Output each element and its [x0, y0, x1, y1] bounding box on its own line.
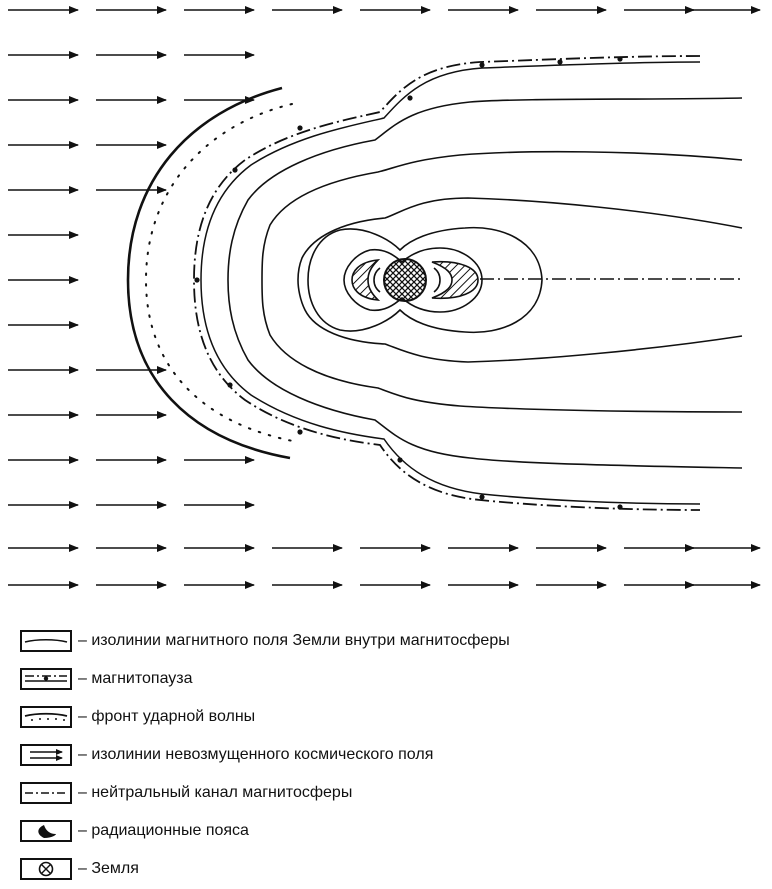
legend-row-earth — [20, 850, 760, 888]
magnetic-field-isolines — [228, 98, 742, 468]
bow-shock-front — [128, 88, 298, 458]
legend-text: – нейтральный канал магнитосферы — [78, 784, 353, 801]
legend-text: – изолинии магнитного поля Земли внутри магнитосферы — [78, 632, 510, 649]
legend-text: – изолинии невозмущенного космического поля — [78, 746, 434, 763]
magnetopause — [194, 56, 700, 510]
magnetopause-line-icon — [20, 668, 72, 690]
legend-text: – Земля — [78, 860, 139, 877]
legend — [20, 622, 760, 888]
legend-row-bow-shock — [20, 698, 760, 736]
earth — [384, 259, 426, 301]
legend-row-undisturbed-field — [20, 736, 760, 774]
legend-row-radiation-belts — [20, 812, 760, 850]
solid-line-icon — [20, 630, 72, 652]
legend-row-magnetopause — [20, 660, 760, 698]
legend-text: – фронт ударной волны — [78, 708, 256, 725]
legend-text: – магнитопауза — [78, 670, 193, 687]
earth-icon — [20, 858, 72, 880]
legend-row-neutral-channel — [20, 774, 760, 812]
arrow-lines-icon — [20, 744, 72, 766]
undisturbed-field-arrows — [8, 10, 760, 585]
legend-row-field-isolines — [20, 622, 760, 660]
radiation-belt-icon — [20, 820, 72, 842]
dotted-line-icon — [20, 706, 72, 728]
dash-dot-line-icon — [20, 782, 72, 804]
legend-text: – радиационные пояса — [78, 822, 249, 839]
